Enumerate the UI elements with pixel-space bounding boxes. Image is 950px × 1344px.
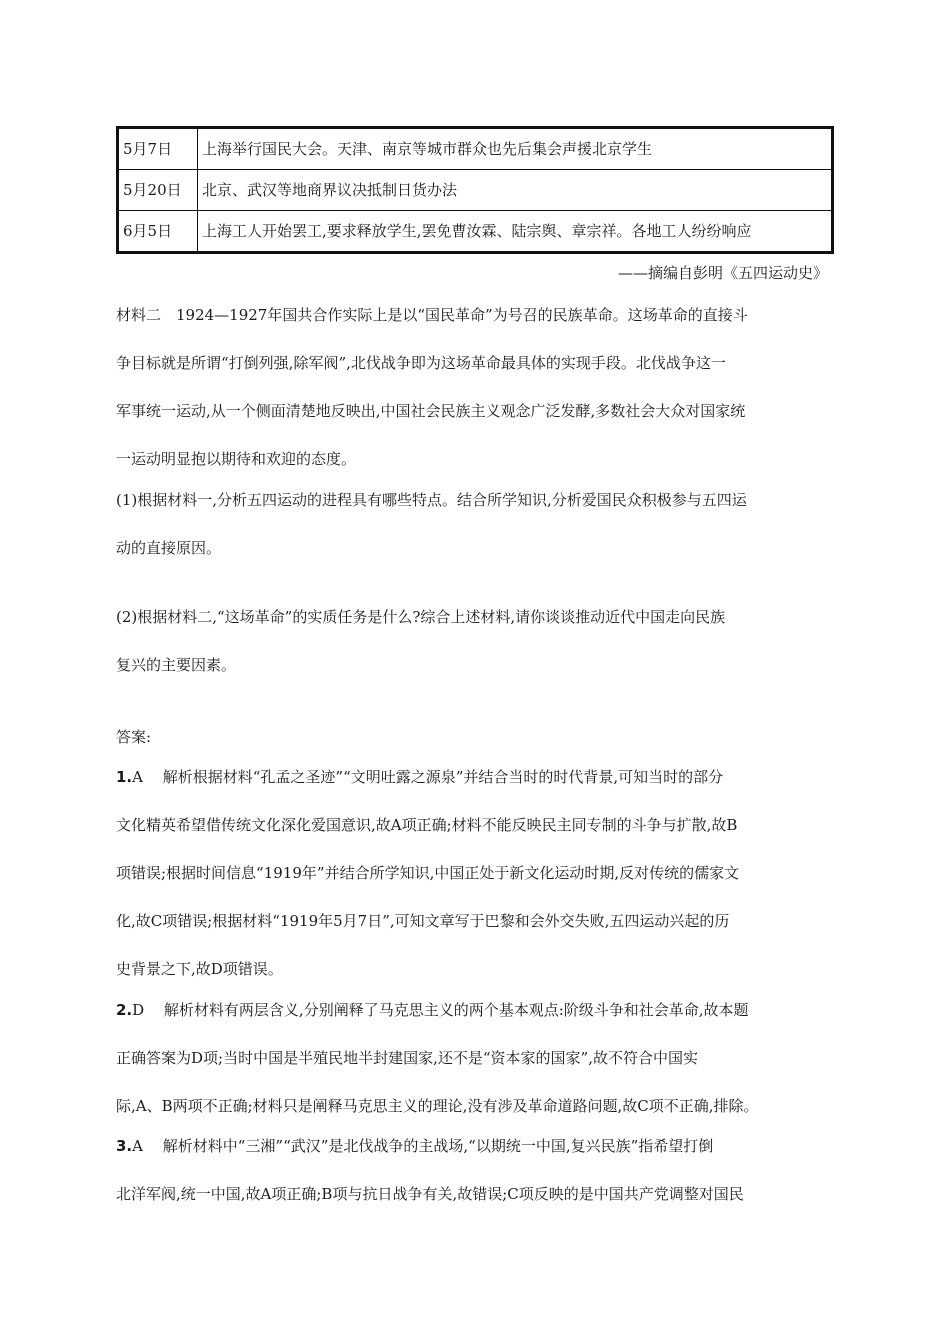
material2-line: 军事统一运动,从一个侧面清楚地反映出,中国社会民族主义观念广泛发酵,多数社会大众对国家统 [116, 402, 746, 420]
answer-2-line [116, 1000, 749, 1020]
events-table [116, 126, 834, 254]
event-text: 北京、武汉等地商界议决抵制日货办法 [198, 170, 833, 211]
answer-1-line [116, 767, 723, 787]
answer-2-line: 际,A、B两项不正确;材料只是阐释马克思主义的理论,没有涉及革命道路问题,故C项不正确,排除。 [116, 1097, 759, 1115]
answer-3-line: 北洋军阀,统一中国,故A项正确;B项与抗日战争有关,故错误;C项反映的是中国共产党调整对国民 [116, 1185, 744, 1203]
table-row [118, 211, 833, 253]
answer-text: A 解析根据材料“孔孟之圣迹”“文明吐露之源泉”并结合当时的时代背景,可知当时的部分 [132, 768, 724, 786]
material2-line: 一运动明显抱以期待和欢迎的态度。 [116, 450, 357, 468]
event-text: 上海工人开始罢工,要求释放学生,罢免曹汝霖、陆宗舆、章宗祥。各地工人纷纷响应 [198, 211, 833, 253]
event-date: 5月7日 [118, 128, 198, 170]
question-1-line: (1)根据材料一,分析五四运动的进程具有哪些特点。结合所学知识,分析爱国民众积极参与五四运 [116, 491, 747, 509]
question-1-line: 动的直接原因。 [116, 539, 222, 557]
answer-text: D 解析材料有两层含义,分别阐释了马克思主义的两个基本观点:阶级斗争和社会革命,故本题 [132, 1001, 749, 1019]
question-2-line: (2)根据材料二,“这场革命”的实质任务是什么?综合上述材料,请你谈谈推动近代中国走向民族 [116, 608, 726, 626]
answer-1-line: 史背景之下,故D项错误。 [116, 960, 283, 978]
answers-label: 答案: [116, 728, 152, 746]
answer-3-line [116, 1136, 713, 1156]
answer-1-line: 化,故C项错误;根据材料“1919年5月7日”,可知文章写于巴黎和会外交失败,五四运动兴起的历 [116, 912, 730, 930]
question-2-line: 复兴的主要因素。 [116, 656, 237, 674]
answer-1-line: 文化精英希望借传统文化深化爱国意识,故A项正确;材料不能反映民主同专制的斗争与扩散,故B [116, 816, 738, 834]
material2-line: 争目标就是所谓“打倒列强,除军阀”,北伐战争即为这场革命最具体的实现手段。北伐战争这一 [116, 354, 726, 372]
answer-text: A 解析材料中“三湘”“武汉”是北伐战争的主战场,“以期统一中国,复兴民族”指希望打倒 [132, 1137, 714, 1155]
event-text: 上海举行国民大会。天津、南京等城市群众也先后集会声援北京学生 [198, 128, 833, 170]
table-row [118, 170, 833, 211]
answer-number: 2. [116, 1001, 133, 1019]
answer-1-line: 项错误;根据时间信息“1919年”并结合所学知识,中国正处于新文化运动时期,反对传统的儒家文 [116, 864, 740, 882]
answer-2-line: 正确答案为D项;当时中国是半殖民地半封建国家,还不是“资本家的国家”,故不符合中国实 [116, 1049, 698, 1067]
event-date: 6月5日 [118, 211, 198, 253]
event-date: 5月20日 [118, 170, 198, 211]
answer-number: 1. [116, 768, 133, 786]
answer-number: 3. [116, 1137, 133, 1155]
table-row [118, 128, 833, 170]
material2-line: 材料二 1924—1927年国共合作实际上是以“国民革命”为号召的民族革命。这场革命的直接斗 [116, 306, 748, 324]
source-citation: ——摘编自彭明《五四运动史》 [617, 264, 828, 282]
